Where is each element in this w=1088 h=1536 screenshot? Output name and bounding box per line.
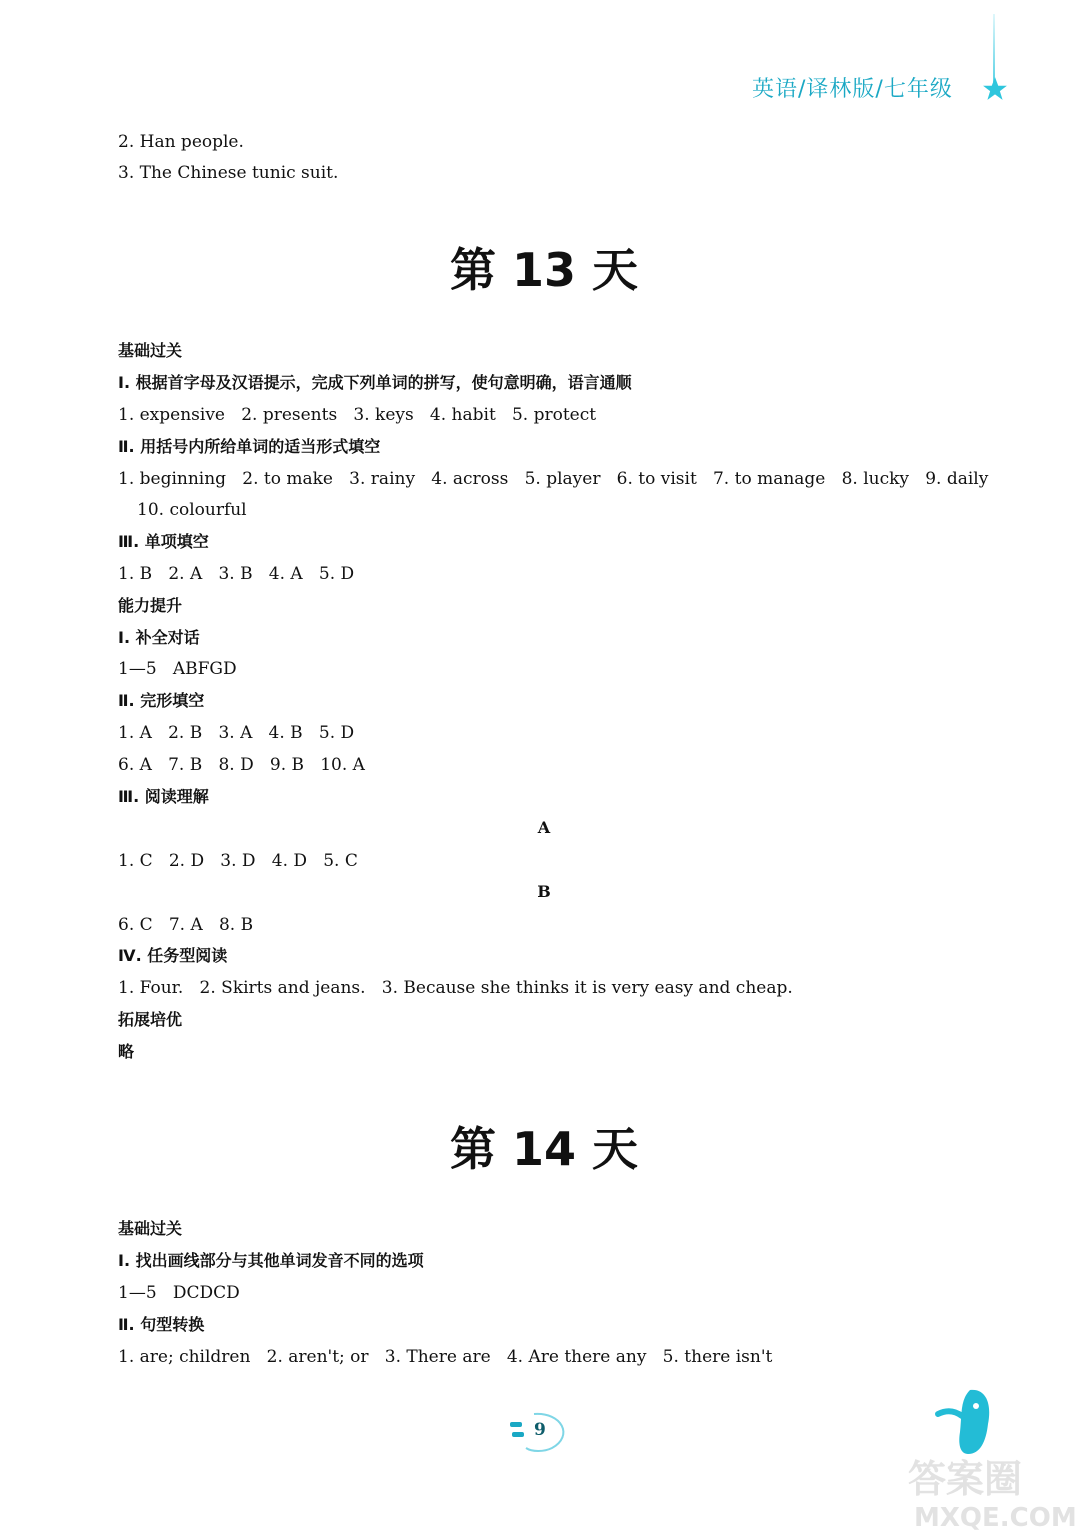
question-title: Ⅱ. 用括号内所给单词的适当形式填空 <box>118 437 381 456</box>
answer-line: 1—5 DCDCD <box>118 1283 240 1303</box>
watermark-logo <box>904 1452 1080 1532</box>
answer-line: 1. Four. 2. Skirts and jeans. 3. Because she thinks it is very easy and cheap. <box>118 978 793 998</box>
header-decor-line <box>993 14 995 82</box>
section-heading-ability: 能力提升 <box>118 596 183 615</box>
answer-line: 2. Han people. <box>118 132 244 152</box>
answer-line: 1. beginning 2. to make 3. rainy 4. across 5. player 6. to visit 7. to manage 8. lucky 9. daily <box>118 469 989 489</box>
day-14-title: 第 14 天 <box>449 1122 639 1176</box>
answer-line: 1. expensive 2. presents 3. keys 4. habit 5. protect <box>118 405 597 425</box>
svg-text:答案圈: 答案圈 <box>908 1457 1023 1501</box>
answer-line: 略 <box>118 1042 135 1061</box>
section-heading-basic: 基础过关 <box>118 1219 183 1238</box>
page-number: 9 <box>534 1420 546 1440</box>
question-title: Ⅲ. 阅读理解 <box>118 787 209 806</box>
answer-line: 1—5 ABFGD <box>118 659 237 679</box>
answer-line: 1. A 2. B 3. A 4. B 5. D <box>118 723 355 743</box>
question-title: Ⅱ. 句型转换 <box>118 1315 205 1334</box>
answer-line: 1. B 2. A 3. B 4. A 5. D <box>118 564 355 584</box>
day-13-title: 第 13 天 <box>449 243 639 297</box>
section-heading-basic: 基础过关 <box>118 341 183 360</box>
passage-label-a: A <box>537 818 551 837</box>
question-title: Ⅳ. 任务型阅读 <box>118 946 228 965</box>
answer-line: 1. are; children 2. aren't; or 3. There are 4. Are there any 5. there isn't <box>118 1347 773 1367</box>
answer-line: 10. colourful <box>137 500 247 520</box>
section-heading-extend: 拓展培优 <box>118 1010 183 1029</box>
question-title: Ⅱ. 完形填空 <box>118 691 205 710</box>
answer-line: 3. The Chinese tunic suit. <box>118 163 339 183</box>
question-title: Ⅲ. 单项填空 <box>118 532 209 551</box>
svg-text:MXQE.COM: MXQE.COM <box>914 1503 1077 1532</box>
page-number-badge <box>504 1408 574 1454</box>
answer-line: 6. A 7. B 8. D 9. B 10. A <box>118 755 365 775</box>
question-title: Ⅰ. 补全对话 <box>118 628 200 647</box>
answer-line: 1. C 2. D 3. D 4. D 5. C <box>118 851 358 871</box>
star-icon <box>982 76 1008 102</box>
passage-label-b: B <box>537 882 551 901</box>
question-title: Ⅰ. 根据首字母及汉语提示，完成下列单词的拼写，使句意明确，语言通顺 <box>118 373 632 392</box>
question-title: Ⅰ. 找出画线部分与其他单词发音不同的选项 <box>118 1251 424 1270</box>
answer-line: 6. C 7. A 8. B <box>118 915 254 935</box>
header-subject: 英语/译林版/七年级 <box>752 77 953 102</box>
